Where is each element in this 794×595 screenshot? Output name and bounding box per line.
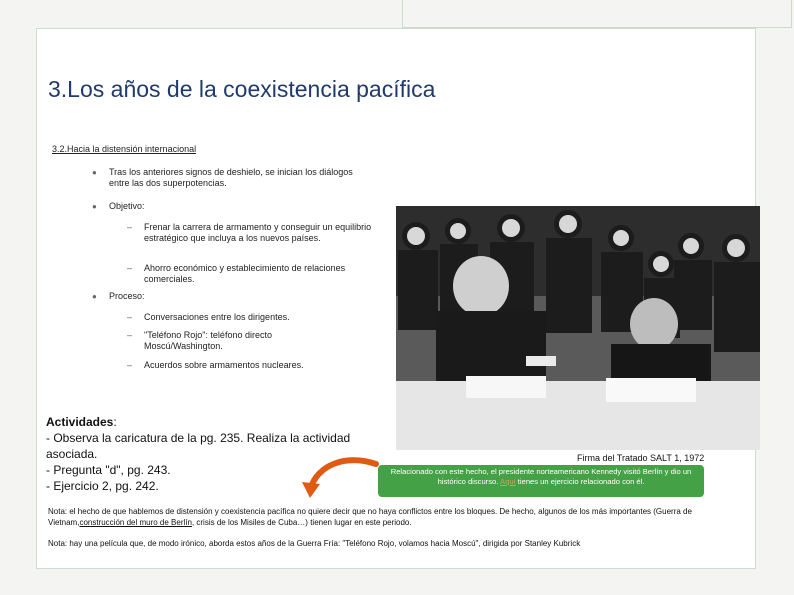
dash-icon: – <box>127 222 133 232</box>
photo-illustration <box>396 206 760 450</box>
salt1-signing-photo <box>396 206 760 450</box>
sub-bullet-text: Ahorro económico y establecimiento de relaciones comerciales. <box>144 263 346 284</box>
sub-bullet-item <box>127 330 314 352</box>
bullet-text: Proceso: <box>109 291 145 301</box>
note-text: Nota: el hecho de que hablemos de distensión y coexistencia pacífica no quiere decir que no haya conflictos entre los bloques. De hecho, algunos de los más importantes (Guerra de Vietnam, <box>48 507 692 527</box>
callout-text-end: tienes un ejercicio relacionado con él. <box>517 477 645 486</box>
sub-bullet-text: Acuerdos sobre armamentos nucleares. <box>144 360 304 370</box>
callout-text: Relacionado con este hecho, el presidente norteamericano Kennedy visitó Berlín y dio un histórico discurso. <box>390 467 692 486</box>
note-text-end: , crisis de los Misiles de Cuba…) tienen lugar en este periodo. <box>191 518 412 527</box>
sub-bullet-text: Conversaciones entre los dirigentes. <box>144 312 290 322</box>
bullet-dot-icon: ● <box>92 202 97 211</box>
note-distension <box>48 506 714 528</box>
sub-bullet-item <box>127 360 389 371</box>
kennedy-callout <box>378 465 704 497</box>
bullet-item <box>92 201 145 212</box>
exercise-link[interactable]: Aquí <box>500 477 516 486</box>
sub-bullet-item <box>127 312 389 323</box>
activities-heading: Actividades <box>46 415 114 429</box>
activity-line: - Observa la caricatura de la pg. 235. Realiza la actividad asociada. <box>46 431 351 461</box>
photo-caption: Firma del Tratado SALT 1, 1972 <box>577 453 705 463</box>
sub-bullet-text: "Teléfono Rojo": teléfono directo Moscú/Washington. <box>144 330 272 351</box>
dash-icon: – <box>127 330 133 340</box>
section-subtitle: 3.2.Hacia la distensión internacional <box>52 144 197 154</box>
note-film: Nota: hay una película que, de modo irónico, aborda estos años de la Guerra Fría: "Teléfono Rojo, volamos hacia Moscú", dirigida por Stanley Kubrick <box>48 539 581 548</box>
bullet-dot-icon: ● <box>92 168 97 177</box>
curved-arrow-icon <box>302 452 382 502</box>
bullet-text: Objetivo: <box>109 201 145 211</box>
sub-bullet-item <box>127 222 389 244</box>
dash-icon: – <box>127 263 133 273</box>
bullet-text: Tras los anteriores signos de deshielo, se inician los diálogos entre las dos superpotencias. <box>109 167 353 188</box>
berlin-wall-link[interactable]: construcción del muro de Berlín <box>79 518 192 527</box>
activity-line: - Pregunta "d", pg. 243. <box>46 463 171 477</box>
activities-block: Actividades: - Observa la caricatura de la pg. 235. Realiza la actividad asociada. - Pregunta "d", pg. 243. - Ejercicio 2, pg. 242. <box>46 414 366 494</box>
dash-icon: – <box>127 312 133 322</box>
activity-line: - Ejercicio 2, pg. 242. <box>46 479 159 493</box>
slide-title: 3.Los años de la coexistencia pacífica <box>48 76 436 102</box>
sub-bullet-item <box>127 263 389 285</box>
bullet-item <box>92 167 374 189</box>
bullet-item <box>92 291 145 302</box>
accent-frame-top <box>402 0 792 28</box>
dash-icon: – <box>127 360 133 370</box>
bullet-dot-icon: ● <box>92 292 97 301</box>
sub-bullet-text: Frenar la carrera de armamento y conseguir un equilibrio estratégico que incluya a los nuevos países. <box>144 222 372 243</box>
